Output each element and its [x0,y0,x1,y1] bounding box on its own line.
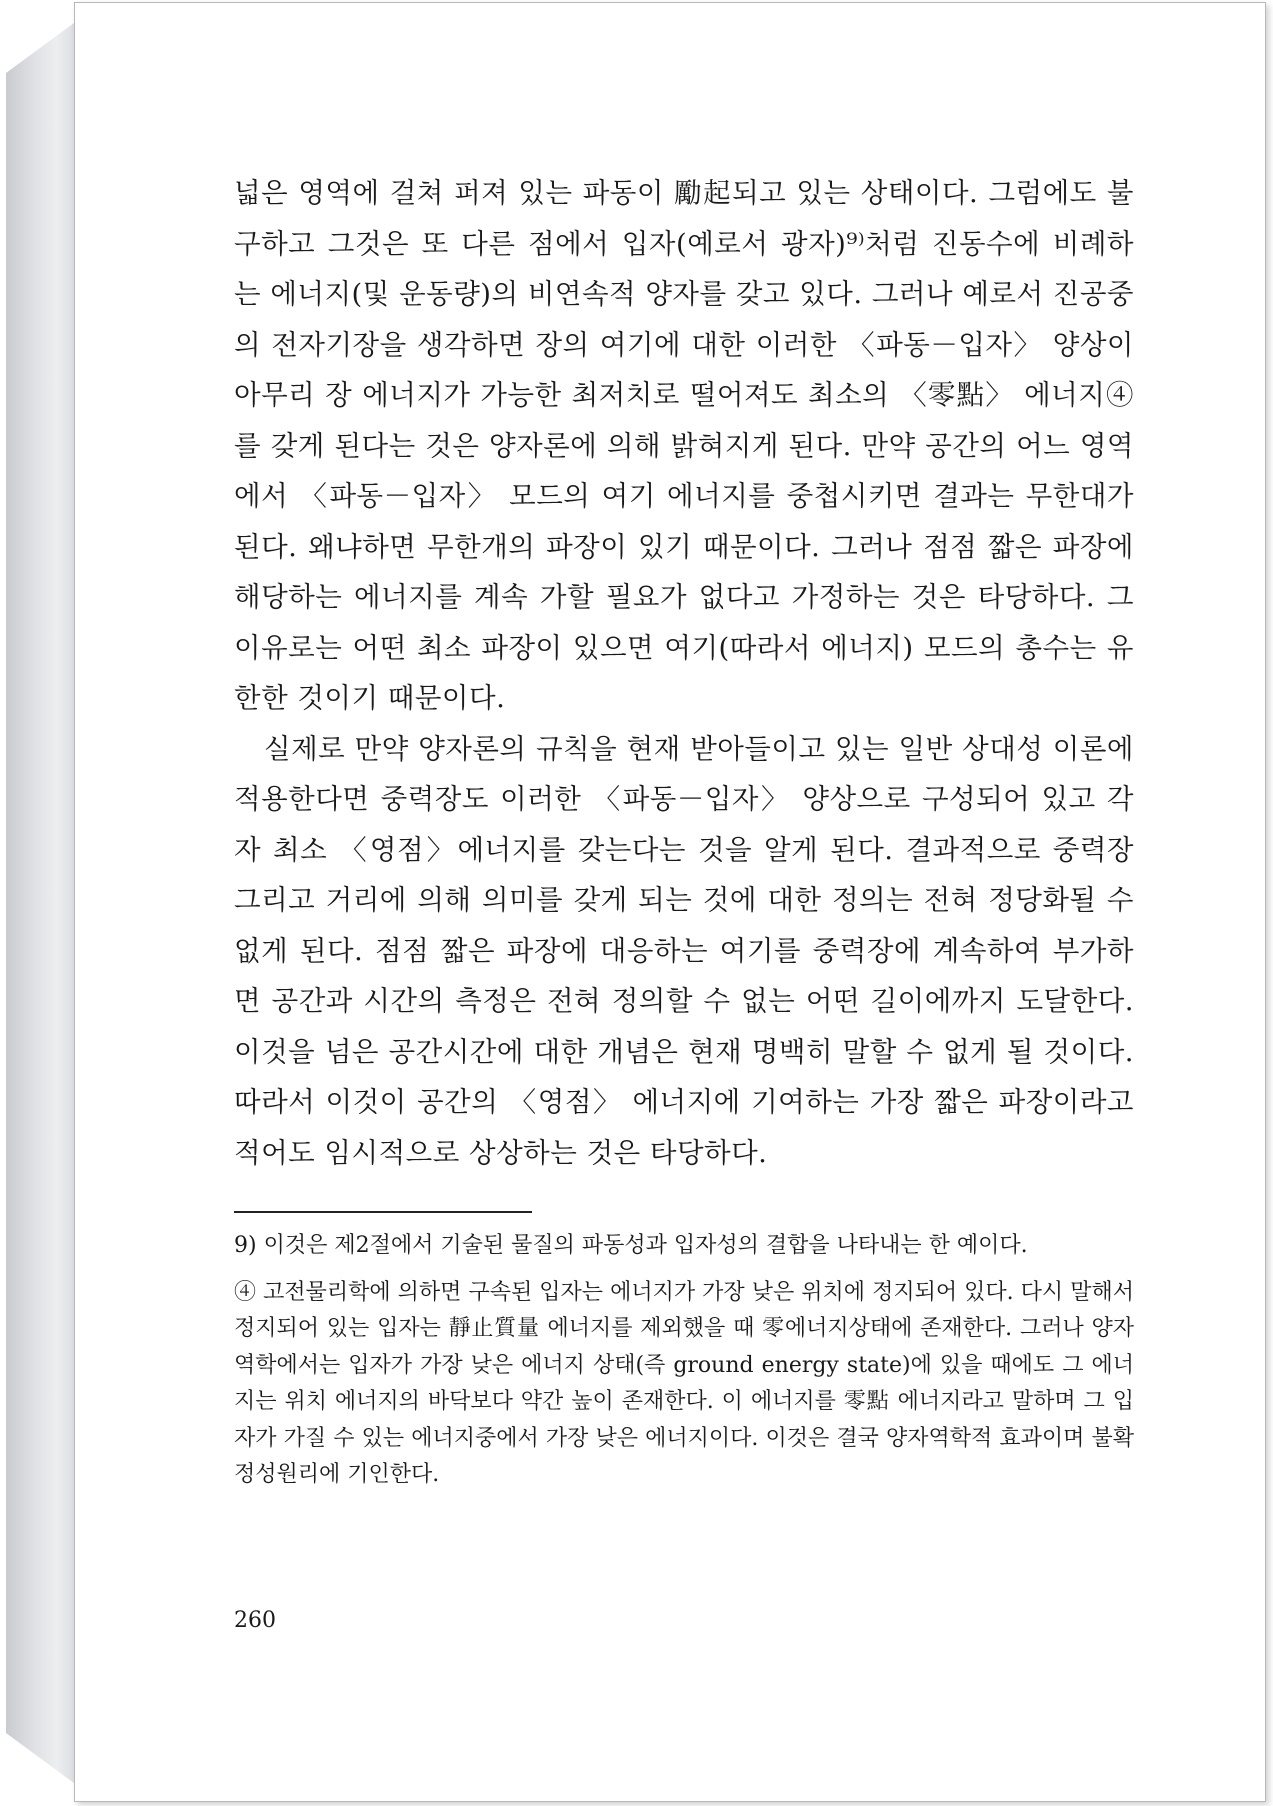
footnotes-section [234,1228,1134,1504]
body-paragraph-1: 넓은 영역에 걸쳐 퍼져 있는 파동이 勵起되고 있는 상태이다. 그럼에도 불구하고 그것은 또 다른 점에서 입자(예로서 광자)⁹⁾처럼 진동수에 비례하는 에너지(및 운동량)의 비연속적 양자를 갖고 있다. 그러나 예로서 진공중의 전자기장을 생각하면 장의 여기에 대한 이러한 〈파동－입자〉 양상이 아무리 장 에너지가 가능한 최저치로 떨어져도 최소의 〈零點〉 에너지④를 갖게 된다는 것은 양자론에 의해 밝혀지게 된다. 만약 공간의 어느 영역에서 〈파동－입자〉 모드의 여기 에너지를 중첩시키면 결과는 무한대가 된다. 왜냐하면 무한개의 파장이 있기 때문이다. 그러나 점점 짧은 파장에 해당하는 에너지를 계속 가할 필요가 없다고 가정하는 것은 타당하다. 그 이유로는 어떤 최소 파장이 있으면 여기(따라서 에너지) 모드의 총수는 유한한 것이기 때문이다. [234,177,1134,714]
footnote-4: ④ 고전물리학에 의하면 구속된 입자는 에너지가 가장 낮은 위치에 정지되어 있다. 다시 말해서 정지되어 있는 입자는 靜止質量 에너지를 제외했을 때 零에너지상태에 존재한다. 그러나 양자역학에서는 입자가 가장 낮은 에너지 상태(즉 ground energy state)에 있을 때에도 그 에너지는 위치 에너지의 바닥보다 약간 높이 존재한다. 이 에너지를 零點 에너지라고 말하며 그 입자가 가질 수 있는 에너지중에서 가장 낮은 에너지이다. 이것은 결국 양자역학적 효과이며 불확정성원리에 기인한다. [234,1279,1134,1487]
footnote-divider [234,1211,532,1213]
footnote-9: 9) 이것은 제2절에서 기술된 물질의 파동성과 입자성의 결합을 나타내는 한 예이다. [234,1233,1028,1258]
body-paragraph-2: 실제로 만약 양자론의 규칙을 현재 받아들이고 있는 일반 상대성 이론에 적용한다면 중력장도 이러한 〈파동－입자〉 양상으로 구성되어 있고 각자 최소 〈영점〉에너지를 갖는다는 것을 알게 된다. 결과적으로 중력장 그리고 거리에 의해 의미를 갖게 되는 것에 대한 정의는 전혀 정당화될 수 없게 된다. 점점 짧은 파장에 대응하는 여기를 중력장에 계속하여 부가하면 공간과 시간의 측정은 전혀 정의할 수 없는 어떤 길이에까지 도달한다. 이것을 넘은 공간시간에 대한 개념은 현재 명백히 말할 수 없게 될 것이다. 따라서 이것이 공간의 〈영점〉 에너지에 기여하는 가장 짧은 파장이라고 적어도 임시적으로 상상하는 것은 타당하다. [234,732,1134,1169]
page-number: 260 [234,1608,276,1633]
book-spine-edge [6,20,78,1786]
main-body-text [234,168,1134,1178]
